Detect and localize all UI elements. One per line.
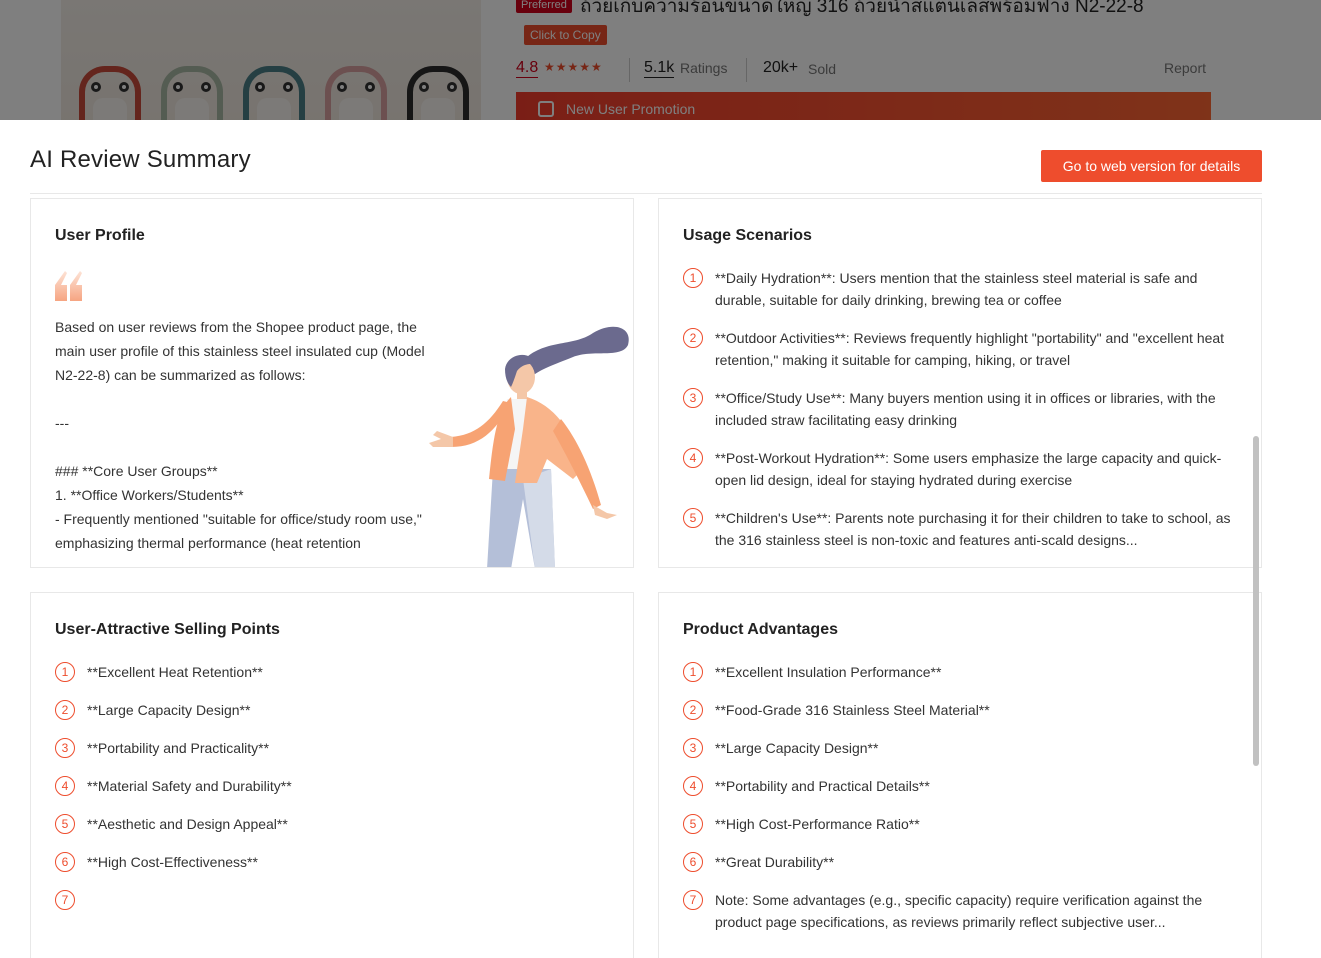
list-item	[683, 267, 1243, 311]
list-item	[683, 851, 1243, 873]
list-item	[683, 775, 1243, 797]
item-text: **Portability and Practicality**	[87, 740, 270, 756]
number-badge: 6	[55, 852, 75, 872]
card-title: Product Advantages	[683, 621, 838, 638]
go-to-web-version-button[interactable]: Go to web version for details	[1041, 150, 1262, 182]
list-item	[683, 661, 1243, 683]
item-text: **Excellent Insulation Performance**	[715, 664, 942, 680]
product-advantages-card	[658, 592, 1262, 958]
ai-review-summary-panel	[0, 120, 1321, 958]
vertical-scrollbar[interactable]	[1253, 436, 1259, 766]
list-item	[683, 507, 1243, 551]
number-badge: 3	[683, 738, 703, 758]
item-text: **Material Safety and Durability**	[87, 778, 292, 794]
item-text: **Large Capacity Design**	[715, 740, 879, 756]
number-badge: 3	[683, 388, 703, 408]
profile-paragraph: ---	[55, 415, 69, 431]
selling-points-card	[30, 592, 634, 958]
person-illustration	[423, 319, 634, 568]
number-badge: 2	[683, 700, 703, 720]
card-title: User Profile	[55, 227, 145, 244]
divider	[30, 193, 1262, 194]
list-item	[55, 661, 615, 683]
list-item	[683, 737, 1243, 759]
item-text: **Great Durability**	[715, 854, 835, 870]
number-badge: 5	[683, 814, 703, 834]
profile-paragraph: 1. **Office Workers/Students**	[55, 487, 244, 503]
list-item	[683, 327, 1243, 371]
panel-title: AI Review Summary	[30, 146, 251, 173]
profile-paragraph: ### **Core User Groups**	[55, 463, 218, 479]
list-item	[683, 387, 1243, 431]
product-advantages-list	[683, 661, 1243, 949]
item-text: **Children's Use**: Parents note purchasing it for their children to take to school, as the 316 stainless steel is non-toxic and features anti-scald designs...	[715, 510, 1231, 548]
number-badge: 4	[683, 448, 703, 468]
number-badge: 6	[683, 852, 703, 872]
number-badge: 1	[683, 268, 703, 288]
list-item	[683, 813, 1243, 835]
user-profile-card	[30, 198, 634, 568]
profile-paragraph	[55, 435, 425, 459]
item-text: **Outdoor Activities**: Reviews frequently highlight "portability" and "excellent heat retention," making it suitable for camping, hiking, or travel	[715, 330, 1225, 368]
number-badge: 2	[55, 700, 75, 720]
number-badge: 3	[55, 738, 75, 758]
profile-paragraph: Based on user reviews from the Shopee product page, the main user profile of this stainless steel insulated cup (Model N2-22-8) can be summarized as follows:	[55, 319, 425, 383]
number-badge: 7	[55, 890, 75, 910]
number-badge: 7	[683, 890, 703, 910]
profile-paragraph	[55, 387, 425, 411]
number-badge: 5	[55, 814, 75, 834]
list-item	[55, 775, 615, 797]
modal-backdrop[interactable]	[0, 0, 1321, 120]
item-text: **Post-Workout Hydration**: Some users emphasize the large capacity and quick-open lid design, ideal for staying hydrated during exercise	[715, 450, 1222, 488]
item-text: **Excellent Heat Retention**	[87, 664, 263, 680]
number-badge: 1	[55, 662, 75, 682]
card-title: Usage Scenarios	[683, 227, 812, 244]
list-item	[55, 813, 615, 835]
quote-icon	[55, 271, 83, 305]
user-profile-text	[55, 315, 425, 555]
list-item	[55, 737, 615, 759]
item-text: **Office/Study Use**: Many buyers mention using it in offices or libraries, with the included straw facilitating easy drinking	[715, 390, 1216, 428]
profile-paragraph: - Frequently mentioned "suitable for office/study room use," emphasizing thermal performance (heat retention	[55, 511, 422, 551]
list-item	[683, 699, 1243, 721]
list-item	[683, 889, 1243, 933]
number-badge: 1	[683, 662, 703, 682]
item-text: Note: Some advantages (e.g., specific capacity) require verification against the product page specifications, as reviews primarily reflect subjective user...	[715, 892, 1203, 930]
list-item	[683, 447, 1243, 491]
number-badge: 2	[683, 328, 703, 348]
item-text: **Large Capacity Design**	[87, 702, 251, 718]
item-text: **High Cost-Effectiveness**	[87, 854, 258, 870]
item-text: **Portability and Practical Details**	[715, 778, 930, 794]
number-badge: 4	[55, 776, 75, 796]
item-text: **Food-Grade 316 Stainless Steel Material**	[715, 702, 990, 718]
list-item	[55, 699, 615, 721]
number-badge: 5	[683, 508, 703, 528]
card-title: User-Attractive Selling Points	[55, 621, 280, 638]
list-item	[55, 889, 615, 911]
item-text: **Aesthetic and Design Appeal**	[87, 816, 288, 832]
usage-scenarios-card	[658, 198, 1262, 568]
list-item	[55, 851, 615, 873]
selling-points-list	[55, 661, 615, 927]
number-badge: 4	[683, 776, 703, 796]
item-text: **Daily Hydration**: Users mention that the stainless steel material is safe and durable, suitable for daily drinking, brewing tea or coffee	[715, 270, 1198, 308]
item-text: **High Cost-Performance Ratio**	[715, 816, 920, 832]
usage-scenarios-list	[683, 267, 1243, 567]
